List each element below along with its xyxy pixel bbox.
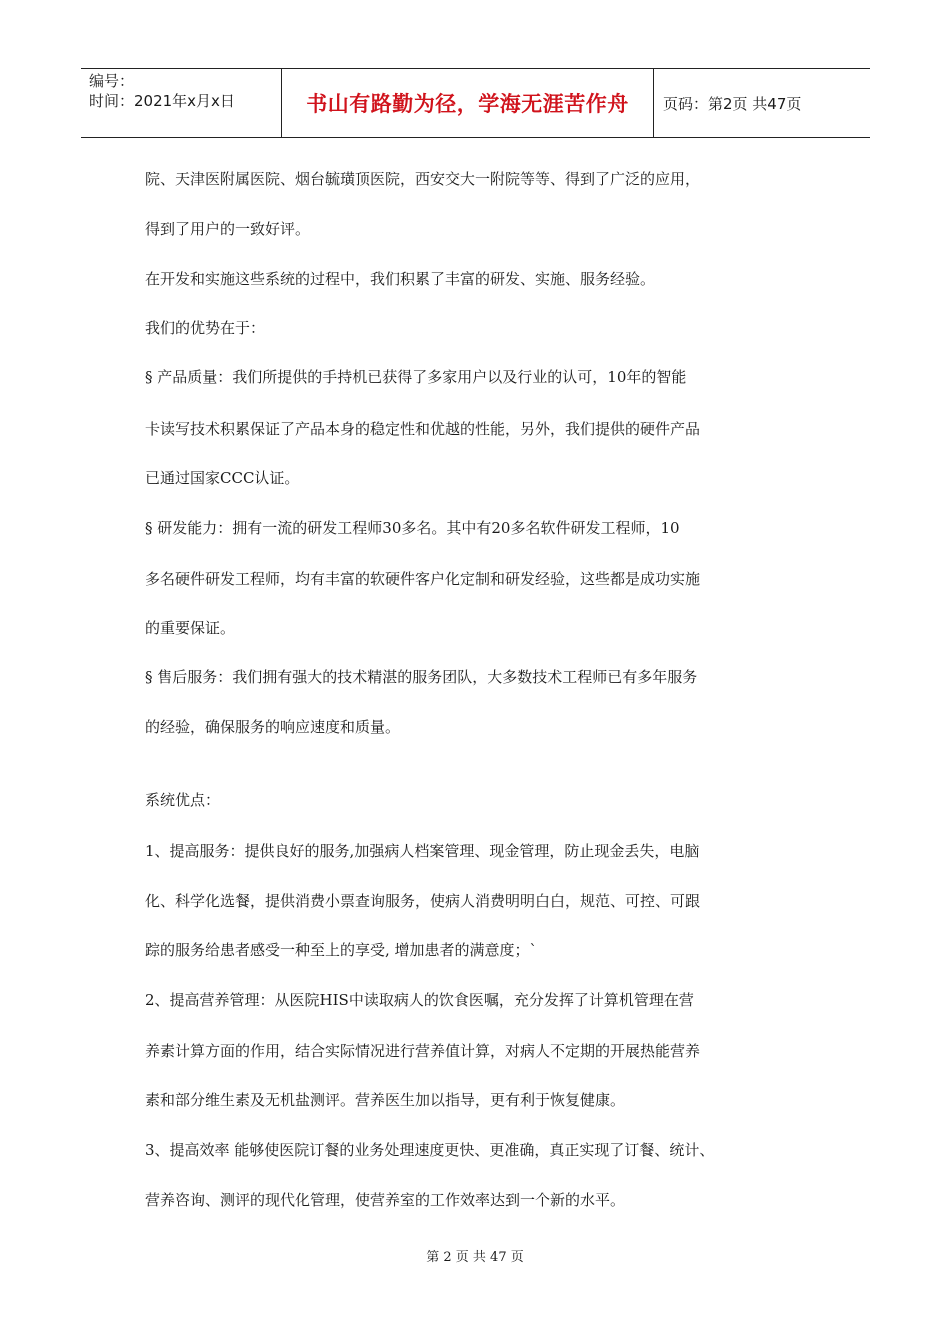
paragraph-line: 已通过国家CCC认证。 — [145, 469, 300, 487]
list-item-line: 1、提高服务：提供良好的服务,加强病人档案管理、现金管理，防止现金丢失，电脑 — [145, 842, 700, 860]
document-number-label: 编号： — [89, 72, 135, 90]
paragraph-line: 多名硬件研发工程师，均有丰富的软硬件客户化定制和研发经验，这些都是成功实施 — [145, 570, 701, 588]
paragraph-line: 卡读写技术积累保证了产品本身的稳定性和优越的性能，另外，我们提供的硬件产品 — [145, 420, 701, 438]
header-divider — [653, 69, 654, 137]
paragraph-line: 院、天津医附属医院、烟台毓璜顶医院，西安交大一附院等等、得到了广泛的应用， — [145, 170, 701, 188]
document-date: 时间：2021年x月x日 — [89, 92, 235, 110]
paragraph-line: 我们的优势在于： — [145, 319, 266, 337]
paragraph-line: 的重要保证。 — [145, 619, 236, 637]
bullet-line: § 研发能力：拥有一流的研发工程师30多名。其中有20多名软件研发工程师，10 — [145, 519, 680, 537]
list-item-line: 2、提高营养管理：从医院HIS中读取病人的饮食医嘱，充分发挥了计算机管理在营 — [145, 991, 694, 1009]
header-page-info: 页码：第2页 共47页 — [663, 94, 802, 113]
page-footer: 第 2 页 共 47 页 — [426, 1250, 524, 1265]
paragraph-line: 在开发和实施这些系统的过程中，我们积累了丰富的研发、实施、服务经验。 — [145, 270, 656, 288]
document-header — [81, 68, 870, 138]
paragraph-line: 养素计算方面的作用，结合实际情况进行营养值计算，对病人不定期的开展热能营养 — [145, 1042, 701, 1060]
paragraph-line: 素和部分维生素及无机盐测评。营养医生加以指导，更有利于恢复健康。 — [145, 1091, 626, 1109]
paragraph-line: 营养咨询、测评的现代化管理，使营养室的工作效率达到一个新的水平。 — [145, 1191, 626, 1209]
header-motto: 书山有路勤为径，学海无涯苦作舟 — [306, 92, 629, 116]
paragraph-line: 化、科学化选餐，提供消费小票查询服务，使病人消费明明白白，规范、可控、可跟 — [145, 892, 701, 910]
paragraph-line: 得到了用户的一致好评。 — [145, 220, 311, 238]
bullet-line: § 产品质量：我们所提供的手持机已获得了多家用户以及行业的认可，10年的智能 — [145, 368, 687, 386]
paragraph-line: 踪的服务给患者感受一种至上的享受, 增加患者的满意度；` — [145, 941, 538, 959]
paragraph-line: 的经验，确保服务的响应速度和质量。 — [145, 718, 401, 736]
bullet-line: § 售后服务：我们拥有强大的技术精湛的服务团队，大多数技术工程师已有多年服务 — [145, 668, 698, 686]
section-heading: 系统优点： — [145, 791, 221, 809]
header-meta — [89, 71, 235, 111]
list-item-line: 3、提高效率 能够使医院订餐的业务处理速度更快、更准确，真正实现了订餐、统计、 — [145, 1141, 715, 1159]
